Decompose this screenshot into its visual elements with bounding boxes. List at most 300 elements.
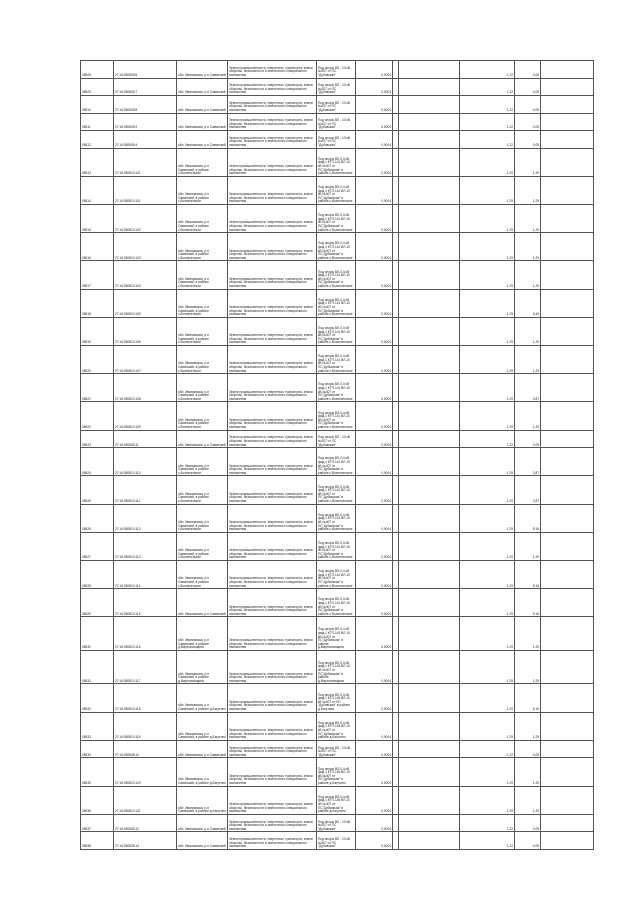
land-category: Земли промышленности, энергетики, транспорта, земли обороны, безопасности и земли иного специального назначения [228, 430, 317, 448]
empty-cell [399, 346, 460, 374]
table-row [81, 814, 594, 832]
address: обл. Ивановская, р-н Савинский, в районе с.Вознесенское [177, 504, 228, 532]
area: 0,0004 [356, 113, 393, 131]
permitted-use: Под опоры ВЛ - 10 кВ №407 от ПС "Дубовская" [317, 61, 356, 79]
amount: 1,29 [515, 650, 541, 684]
table-row [81, 617, 594, 651]
area: 0,0004 [356, 430, 393, 448]
empty-cell [541, 532, 594, 560]
row-number: 08522 [81, 402, 114, 430]
amount: 0,05 [515, 61, 541, 79]
amount: 1,29 [515, 402, 541, 430]
amount: 3,87 [515, 476, 541, 504]
cadastral-number: 27:16:050805:9 [114, 113, 177, 131]
address: обл. Ивановская, р-н Савинский, в районе с.Вознесенское [177, 233, 228, 261]
address: обл. Ивановская, р-н Савинский, в районе с.Вознесенское [177, 448, 228, 476]
empty-cell [541, 113, 594, 131]
empty-cell [399, 650, 460, 684]
empty-cell [541, 131, 594, 149]
address: обл. Ивановская, р-н Савинский, в районе д.Багутино [177, 786, 228, 814]
rate: 1,29 [460, 148, 515, 176]
amount: 1,29 [515, 176, 541, 204]
empty-cell [541, 176, 594, 204]
address: обл. Ивановская, р-н Савинский, в районе д.Мартыновщина [177, 617, 228, 651]
land-category: Земли промышленности, энергетики, транспорта, земли обороны, безопасности и земли иного специального назначения [228, 448, 317, 476]
rate: 1,29 [460, 617, 515, 651]
address: обл. Ивановская, р-н Савинский [177, 113, 228, 131]
table-row [81, 233, 594, 261]
amount: 0,05 [515, 430, 541, 448]
amount: 5,16 [515, 589, 541, 617]
row-number: 08533 [81, 712, 114, 740]
empty-cell [399, 430, 460, 448]
row-number: 08514 [81, 176, 114, 204]
rate: 1,29 [460, 204, 515, 232]
row-number: 08531 [81, 650, 114, 684]
area: 0,0004 [356, 78, 393, 96]
empty-cell [399, 814, 460, 832]
empty-cell [399, 233, 460, 261]
amount: 1,29 [515, 261, 541, 289]
cadastral-number: 27:16:050805:14 [114, 832, 177, 850]
rate: 1,29 [460, 786, 515, 814]
land-category: Земли промышленности, энергетики, транспорта, земли обороны, безопасности и земли иного специального назначения [228, 289, 317, 317]
amount: 1,29 [515, 532, 541, 560]
rate: 1,22 [460, 430, 515, 448]
empty-cell [541, 78, 594, 96]
empty-cell [541, 617, 594, 651]
permitted-use: Под опоры ВЛ-0,4 кВ фид.1 КТП-145 ВЛ-10 кВ №407 от ПС "Дубовская" в районе д.Багутино [317, 684, 356, 712]
amount: 5,16 [515, 560, 541, 588]
row-number: 08515 [81, 204, 114, 232]
rate: 1,29 [460, 448, 515, 476]
cadastral-number: 27:16:050805:6 [114, 61, 177, 79]
amount: 5,16 [515, 504, 541, 532]
row-number: 08511 [81, 113, 114, 131]
land-category: Земли промышленности, энергетики, транспорта, земли обороны, безопасности и земли иного специального назначения [228, 786, 317, 814]
table-row [81, 504, 594, 532]
table-row [81, 430, 594, 448]
area: 0,0004 [356, 712, 393, 740]
land-category: Земли промышленности, энергетики, транспорта, земли обороны, безопасности и земли иного специального назначения [228, 204, 317, 232]
area: 0,0004 [356, 504, 393, 532]
permitted-use: Под опоры ВЛ-0,4 кВ фид.1 КТП-141 ВЛ-10 кВ №407 от ПС"Дубовская" в районе с.Вознесенское [317, 346, 356, 374]
permitted-use: Под опоры ВЛ-0,4 кВ фид.1 КТП-141 ВЛ-10 кВ №407 от ПС"Дубовская" в районе с.Вознесенское [317, 374, 356, 402]
rate: 1,22 [460, 61, 515, 79]
permitted-use: Под опоры ВЛ - 10 кВ №407 от ПС "Дубовская" [317, 430, 356, 448]
amount: 1,29 [515, 346, 541, 374]
empty-cell [541, 374, 594, 402]
address: обл. Ивановская, р-н Савинский [177, 740, 228, 758]
amount: 1,29 [515, 204, 541, 232]
row-number: 08525 [81, 476, 114, 504]
area: 0,0004 [356, 261, 393, 289]
empty-cell [399, 261, 460, 289]
cadastral-number: 27:16:050810:116 [114, 617, 177, 651]
amount: 0,05 [515, 78, 541, 96]
cadastral-number: 27:16:050805:10 [114, 740, 177, 758]
address: обл. Ивановская, р-н Савинский, в районе с.Вознесенское [177, 532, 228, 560]
empty-cell [399, 832, 460, 850]
rate: 1,29 [460, 589, 515, 617]
empty-cell [399, 560, 460, 588]
table-row [81, 684, 594, 712]
cadastral-number: 27:16:050810:103 [114, 233, 177, 261]
area: 0,0004 [356, 758, 393, 786]
row-number: 08536 [81, 786, 114, 814]
row-number: 08513 [81, 148, 114, 176]
permitted-use: Под опоры ВЛ-0,4 кВ фид.1 КТП-141 ВЛ-10 кВ №407 от ПС"Дубовская" в районе с.Вознесенское [317, 317, 356, 345]
permitted-use: Под опоры ВЛ-0,4 кВ фид.1 КТП-141 ВЛ-10 кВ №407 от ПС"Дубовская" в районе с.Вознесенское [317, 176, 356, 204]
area: 0,0004 [356, 233, 393, 261]
empty-cell [399, 532, 460, 560]
permitted-use: Под опоры ВЛ-0,4 кВ фид.1 КТП-141 ВЛ-10 кВ №407 от ПС"Дубовская" в районе с.Вознесенское [317, 402, 356, 430]
row-number: 08508 [81, 61, 114, 79]
empty-cell [541, 814, 594, 832]
cadastral-number: 27:16:050810:102 [114, 204, 177, 232]
address: обл. Ивановская, р-н Савинский [177, 832, 228, 850]
land-category: Земли промышленности, энергетики, транспорта, земли обороны, безопасности и земли иного специального назначения [228, 176, 317, 204]
table-row [81, 78, 594, 96]
rate: 1,29 [460, 233, 515, 261]
area: 0,0004 [356, 289, 393, 317]
rate: 1,22 [460, 832, 515, 850]
land-category: Земли промышленности, энергетики, транспорта, земли обороны, безопасности и земли иного специального назначения [228, 61, 317, 79]
address: обл. Ивановская, р-н Савинский [177, 96, 228, 114]
address: обл. Ивановская, р-н Савинский [177, 589, 228, 617]
address: обл. Ивановская, р-н Савинский, в районе с.Вознесенское [177, 402, 228, 430]
amount: 0,05 [515, 832, 541, 850]
empty-cell [541, 233, 594, 261]
empty-cell [399, 758, 460, 786]
amount: 1,29 [515, 317, 541, 345]
area: 0,0004 [356, 61, 393, 79]
land-category: Земли промышленности, энергетики, транспорта, земли обороны, безопасности и земли иного специального назначения [228, 131, 317, 149]
empty-cell [541, 317, 594, 345]
row-number: 08538 [81, 832, 114, 850]
cadastral-number: 27:16:050810:120 [114, 758, 177, 786]
empty-cell [541, 476, 594, 504]
table-row [81, 374, 594, 402]
table-row [81, 317, 594, 345]
area: 0,0004 [356, 832, 393, 850]
empty-cell [541, 650, 594, 684]
rate: 1,22 [460, 78, 515, 96]
empty-cell [541, 504, 594, 532]
cadastral-number: 27:16:050810:105 [114, 289, 177, 317]
permitted-use: Под опоры ВЛ-0,4 кВ фид.1 КТП-141 ВЛ-10 кВ №407 от ПС"Дубовская" в районе с.Вознесенское [317, 504, 356, 532]
permitted-use: Под опоры ВЛ-0,4 кВ фид.1 КТП-145 ВЛ-10 кВ №407 от ПС"Дубовская" в районе д.Багутино [317, 712, 356, 740]
table-row [81, 289, 594, 317]
row-number: 08529 [81, 589, 114, 617]
row-number: 08523 [81, 430, 114, 448]
cadastral-number: 27:16:050810:101 [114, 148, 177, 176]
area: 0,0004 [356, 786, 393, 814]
empty-cell [541, 430, 594, 448]
empty-cell [399, 113, 460, 131]
rate: 1,29 [460, 650, 515, 684]
land-category: Земли промышленности, энергетики, транспорта, земли обороны, безопасности и земли иного специального назначения [228, 650, 317, 684]
table-row [81, 402, 594, 430]
area: 0,0004 [356, 131, 393, 149]
empty-cell [541, 148, 594, 176]
area: 0,0004 [356, 204, 393, 232]
amount: 5,16 [515, 684, 541, 712]
address: обл. Ивановская, р-н Савинский, в районе д.Багутино [177, 758, 228, 786]
permitted-use: Под опоры ВЛ - 10 кВ №407 от ПС "Дубовская" [317, 740, 356, 758]
land-category: Земли промышленности, энергетики, транспорта, земли обороны, безопасности и земли иного специального назначения [228, 532, 317, 560]
area: 0,0004 [356, 532, 393, 560]
rate: 1,29 [460, 346, 515, 374]
table-row [81, 261, 594, 289]
rate: 1,29 [460, 504, 515, 532]
amount: 5,45 [515, 289, 541, 317]
address: обл. Ивановская, р-н Савинский [177, 61, 228, 79]
land-category: Земли промышленности, энергетики, транспорта, земли обороны, безопасности и земли иного специального назначения [228, 740, 317, 758]
empty-cell [399, 684, 460, 712]
area: 0,0004 [356, 176, 393, 204]
amount: 0,05 [515, 131, 541, 149]
cadastral-number: 27:16:050805:12 [114, 814, 177, 832]
rate: 1,29 [460, 402, 515, 430]
table-row [81, 448, 594, 476]
table-row [81, 589, 594, 617]
empty-cell [399, 589, 460, 617]
permitted-use: Под опоры ВЛ-0,4 кВ фид.1 КТП-141 ВЛ-10 кВ №407 от ПС"Дубовская" в районе с.Вознесенское [317, 589, 356, 617]
area: 0,0004 [356, 617, 393, 651]
address: обл. Ивановская, р-н Савинский, в районе с.Вознесенское [177, 261, 228, 289]
land-category: Земли промышленности, энергетики, транспорта, земли обороны, безопасности и земли иного специального назначения [228, 617, 317, 651]
empty-cell [399, 712, 460, 740]
empty-cell [541, 740, 594, 758]
land-category: Земли промышленности, энергетики, транспорта, земли обороны, безопасности и земли иного специального назначения [228, 317, 317, 345]
address: обл. Ивановская, р-н Савинский, в районе д.Багутино [177, 684, 228, 712]
row-number: 08527 [81, 532, 114, 560]
land-category: Земли промышленности, энергетики, транспорта, земли обороны, безопасности и земли иного специального назначения [228, 374, 317, 402]
cadastral-number: 27:16:050810:101 [114, 176, 177, 204]
empty-cell [541, 758, 594, 786]
address: обл. Ивановская, р-н Савинский, в районе с.Вознесенское [177, 148, 228, 176]
row-number: 08528 [81, 560, 114, 588]
permitted-use: Под опоры ВЛ-0,4 кВ фид.1 КТП-141 ВЛ-10 кВ №407 от ПС"Дубовская" в районе с.Вознесенское [317, 261, 356, 289]
table-row [81, 61, 594, 79]
area: 0,0004 [356, 148, 393, 176]
area: 0,0004 [356, 448, 393, 476]
rate: 1,29 [460, 712, 515, 740]
row-number: 08510 [81, 96, 114, 114]
amount: 0,05 [515, 96, 541, 114]
row-number: 08532 [81, 684, 114, 712]
cadastral-number: 27:16:050810:107 [114, 346, 177, 374]
area: 0,0004 [356, 740, 393, 758]
row-number: 08509 [81, 78, 114, 96]
empty-cell [541, 402, 594, 430]
table-row [81, 650, 594, 684]
address: обл. Ивановская, р-н Савинский, в районе д.Мартыновщина [177, 650, 228, 684]
address: обл. Ивановская, р-н Савинский, в районе с.Вознесенское [177, 476, 228, 504]
permitted-use: Под опоры ВЛ-0,4 кВ фид.1 КТП-145 ВЛ-10 кВ №407 от ПС"Дубовская" в районе д.Багутино [317, 758, 356, 786]
amount: 0,05 [515, 113, 541, 131]
cadastral-number: 27:16:050810:121 [114, 786, 177, 814]
cadastral-number: 27:16:050810:112 [114, 504, 177, 532]
amount: 0,05 [515, 740, 541, 758]
empty-cell [399, 786, 460, 814]
empty-cell [399, 317, 460, 345]
address: обл. Ивановская, р-н Савинский, в районе с.Вознесенское [177, 204, 228, 232]
cadastral-number: 27:16:050810:110 [114, 448, 177, 476]
cadastral-number: 27:16:050810:117 [114, 650, 177, 684]
row-number: 08518 [81, 289, 114, 317]
cadastral-table [80, 60, 594, 850]
row-number: 08534 [81, 740, 114, 758]
land-category: Земли промышленности, энергетики, транспорта, земли обороны, безопасности и земли иного специального назначения [228, 712, 317, 740]
rate: 1,29 [460, 176, 515, 204]
cadastral-number: 27:16:050805:8 [114, 96, 177, 114]
address: обл. Ивановская, р-н Савинский [177, 78, 228, 96]
land-category: Земли промышленности, энергетики, транспорта, земли обороны, безопасности и земли иного специального назначения [228, 814, 317, 832]
land-category: Земли промышленности, энергетики, транспорта, земли обороны, безопасности и земли иного специального назначения [228, 233, 317, 261]
permitted-use: Под опоры ВЛ - 10 кВ №407 от ПС "Дубовская" [317, 113, 356, 131]
cadastral-number: 27:16:050810:119 [114, 712, 177, 740]
rate: 1,29 [460, 476, 515, 504]
permitted-use: Под опоры ВЛ-0,4 кВ фид.1 КТП-141 ВЛ-10 кВ №407 от ПС"Дубовская" в районе с.Вознесенское [317, 532, 356, 560]
table-row [81, 740, 594, 758]
permitted-use: Под опоры ВЛ-0,4 кВ фид.1 КТП-141 ВЛ-10 кВ №407 от ПС"Дубовская" в районе с.Вознесенское [317, 448, 356, 476]
address: обл. Ивановская, р-н Савинский, в районе с.Вознесенское [177, 374, 228, 402]
address: обл. Ивановская, р-н Савинский, в районе с.Вознесенское [177, 289, 228, 317]
row-number: 08516 [81, 233, 114, 261]
land-category: Земли промышленности, энергетики, транспорта, земли обороны, безопасности и земли иного специального назначения [228, 684, 317, 712]
land-category: Земли промышленности, энергетики, транспорта, земли обороны, безопасности и земли иного специального назначения [228, 96, 317, 114]
empty-cell [399, 374, 460, 402]
rate: 1,22 [460, 131, 515, 149]
area: 0,0004 [356, 650, 393, 684]
table-row [81, 786, 594, 814]
land-category: Земли промышленности, энергетики, транспорта, земли обороны, безопасности и земли иного специального назначения [228, 148, 317, 176]
permitted-use: Под опоры ВЛ-0,4 кВ фид.1 КТП-141 ВЛ-10 кВ №407 от ПС"Дубовская" в районе с.Вознесенское [317, 289, 356, 317]
table-row [81, 204, 594, 232]
empty-cell [399, 176, 460, 204]
table-row [81, 176, 594, 204]
table-row [81, 758, 594, 786]
land-category: Земли промышленности, энергетики, транспорта, земли обороны, безопасности и земли иного специального назначения [228, 261, 317, 289]
row-number: 08512 [81, 131, 114, 149]
cadastral-number: 27:16:050805:4 [114, 131, 177, 149]
row-number: 08526 [81, 504, 114, 532]
area: 0,0004 [356, 560, 393, 588]
amount: 1,29 [515, 617, 541, 651]
empty-cell [399, 448, 460, 476]
cadastral-number: 27:16:050810:111 [114, 476, 177, 504]
amount: 1,29 [515, 758, 541, 786]
amount: 3,87 [515, 374, 541, 402]
empty-cell [541, 684, 594, 712]
empty-cell [541, 96, 594, 114]
rate: 1,29 [460, 261, 515, 289]
row-number: 08520 [81, 346, 114, 374]
permitted-use: Под опоры ВЛ-0,4 кВ фид.1 КТП-141 ВЛ-10 кВ №407 от ПС"Дубовская" в районе с.Вознесенское [317, 560, 356, 588]
rate: 1,29 [460, 289, 515, 317]
permitted-use: Под опоры ВЛ - 10 кВ №407 от ПС "Дубовская" [317, 814, 356, 832]
amount: 0,05 [515, 814, 541, 832]
land-category: Земли промышленности, энергетики, транспорта, земли обороны, безопасности и земли иного специального назначения [228, 476, 317, 504]
area: 0,0004 [356, 589, 393, 617]
empty-cell [399, 96, 460, 114]
table-row [81, 560, 594, 588]
row-number: 08524 [81, 448, 114, 476]
amount: 3,87 [515, 448, 541, 476]
address: обл. Ивановская, р-н Савинский, в районе д.Багутино [177, 712, 228, 740]
empty-cell [399, 617, 460, 651]
table-body [81, 61, 594, 850]
address: обл. Ивановская, р-н Савинский, в районе с.Вознесенское [177, 176, 228, 204]
amount: 1,29 [515, 712, 541, 740]
table-row [81, 148, 594, 176]
empty-cell [541, 346, 594, 374]
empty-cell [399, 740, 460, 758]
empty-cell [399, 402, 460, 430]
address: обл. Ивановская, р-н Савинский, в районе с.Вознесенское [177, 346, 228, 374]
land-category: Земли промышленности, энергетики, транспорта, земли обороны, безопасности и земли иного специального назначения [228, 832, 317, 850]
empty-cell [399, 148, 460, 176]
table-row [81, 113, 594, 131]
empty-cell [399, 61, 460, 79]
address: обл. Ивановская, р-н Савинский [177, 814, 228, 832]
area: 0,0004 [356, 684, 393, 712]
permitted-use: Под опоры ВЛ - 10 кВ №407 от ПС "Дубовская" [317, 96, 356, 114]
address: обл. Ивановская, р-н Савинский [177, 430, 228, 448]
row-number: 08535 [81, 758, 114, 786]
table-row [81, 476, 594, 504]
permitted-use: Под опоры ВЛ-0,4 кВ фид.1 КТП-141 ВЛ-10 кВ №407 от ПС"Дубовская" в районе с.Вознесенское [317, 476, 356, 504]
land-category: Земли промышленности, энергетики, транспорта, земли обороны, безопасности и земли иного специального назначения [228, 560, 317, 588]
address: обл. Ивановская, р-н Савинский, в районе с.Вознесенское [177, 317, 228, 345]
rate: 1,22 [460, 96, 515, 114]
permitted-use: Под опоры ВЛ-0,4 кВ фид.1 КТП-141 ВЛ-10 кВ №407 от ПС"Дубовская" в районе с.Вознесенское [317, 148, 356, 176]
table-row [81, 532, 594, 560]
permitted-use: Под опоры ВЛ - 10 кВ №407 от ПС "Дубовская" [317, 78, 356, 96]
land-category: Земли промышленности, энергетики, транспорта, земли обороны, безопасности и земли иного специального назначения [228, 589, 317, 617]
land-category: Земли промышленности, энергетики, транспорта, земли обороны, безопасности и земли иного специального назначения [228, 758, 317, 786]
address: обл. Ивановская, р-н Савинский, в районе с.Вознесенское [177, 560, 228, 588]
area: 0,0004 [356, 476, 393, 504]
area: 0,0004 [356, 317, 393, 345]
rate: 1,29 [460, 758, 515, 786]
cadastral-number: 27:16:050810:114 [114, 560, 177, 588]
cadastral-number: 27:16:050805:7 [114, 78, 177, 96]
empty-cell [541, 832, 594, 850]
table-row [81, 96, 594, 114]
empty-cell [541, 786, 594, 814]
empty-cell [541, 261, 594, 289]
rate: 1,22 [460, 814, 515, 832]
rate: 1,29 [460, 317, 515, 345]
area: 0,0004 [356, 346, 393, 374]
row-number: 08519 [81, 317, 114, 345]
cadastral-number: 27:16:050810:115 [114, 589, 177, 617]
row-number: 08517 [81, 261, 114, 289]
cadastral-number: 27:16:050810:108 [114, 374, 177, 402]
empty-cell [541, 589, 594, 617]
area: 0,0004 [356, 374, 393, 402]
permitted-use: Под опоры ВЛ-0,4 кВ фид.1 КТП-143 ВЛ-10 кВ №407 от ПС"Дубовская" в районе д.Мартыновщина [317, 617, 356, 651]
rate: 1,22 [460, 740, 515, 758]
row-number: 08521 [81, 374, 114, 402]
area: 0,0004 [356, 96, 393, 114]
rate: 1,22 [460, 113, 515, 131]
permitted-use: Под опоры ВЛ - 10 кВ №407 от ПС "Дубовская" [317, 131, 356, 149]
rate: 1,29 [460, 532, 515, 560]
